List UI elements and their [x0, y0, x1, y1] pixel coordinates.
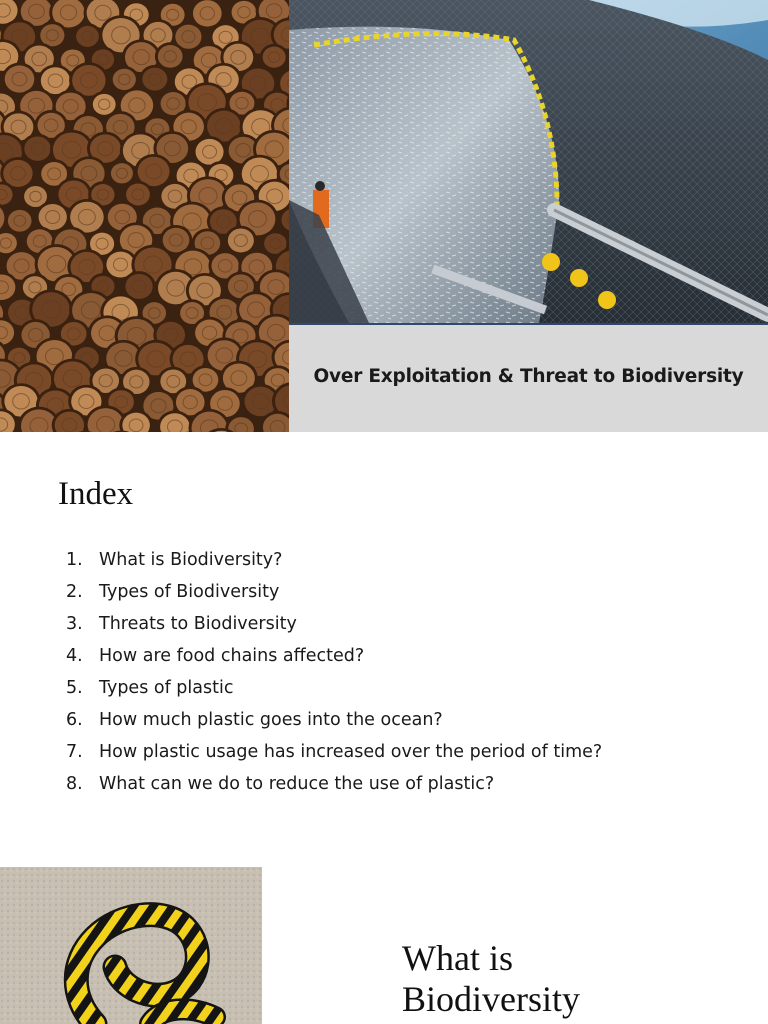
log-end-face: [3, 160, 32, 187]
list-item-number: 6.: [66, 710, 83, 730]
list-item: [66, 742, 602, 774]
list-item-number: 1.: [66, 550, 83, 570]
list-item: [66, 550, 602, 582]
list-item: [66, 582, 602, 614]
index-slide: [0, 432, 768, 864]
index-list: [66, 550, 602, 806]
banded-snake-photo: [0, 867, 262, 1024]
log-end-face: [163, 228, 190, 253]
list-item-text: What can we do to reduce the use of plastic?: [99, 774, 495, 794]
log-end-face: [125, 274, 152, 299]
log-end-face: [142, 68, 167, 91]
list-item-number: 5.: [66, 678, 83, 698]
biodiversity-heading-line2: Biodiversity: [402, 979, 580, 1019]
list-item: [66, 614, 602, 646]
title-bar: [289, 323, 768, 432]
list-item-text: Types of Biodiversity: [99, 582, 280, 602]
log-end-face: [5, 65, 35, 92]
list-item-text: Threats to Biodiversity: [99, 614, 297, 634]
log-end-face: [196, 139, 224, 165]
log-end-face: [24, 137, 50, 161]
list-item-number: 8.: [66, 774, 83, 794]
log-end-face: [126, 184, 150, 206]
list-item-number: 4.: [66, 646, 83, 666]
list-item-number: 3.: [66, 614, 83, 634]
fishing-net-photo: [289, 0, 768, 323]
list-item: [66, 678, 602, 710]
index-heading: Index: [58, 476, 134, 512]
log-end-face: [76, 26, 99, 47]
stacked-logs-photo: [0, 0, 289, 432]
log-end-face: [228, 228, 254, 252]
log-end-face: [263, 47, 286, 68]
log-end-face: [113, 69, 136, 90]
slide-title: Over Exploitation & Threat to Biodiversity: [313, 366, 744, 387]
fishing-net-image: [289, 0, 768, 323]
log-end-face: [193, 0, 222, 26]
log-end-face: [40, 24, 64, 46]
list-item-number: 2.: [66, 582, 83, 602]
biodiversity-heading-line1: What is: [402, 938, 513, 978]
list-item-text: What is Biodiversity?: [99, 550, 283, 570]
list-item-text: How are food chains affected?: [99, 646, 365, 666]
list-item-text: How much plastic goes into the ocean?: [99, 710, 443, 730]
log-end-face: [111, 163, 133, 183]
log-end-face: [39, 204, 67, 230]
list-item: [66, 710, 602, 742]
log-end-face: [8, 210, 32, 232]
banded-snake-image: [0, 867, 262, 1024]
list-item-text: Types of plastic: [99, 678, 234, 698]
list-item-text: How plastic usage has increased over the period of time?: [99, 742, 603, 762]
biodiversity-slide: [0, 864, 768, 1024]
log-end-face: [93, 94, 116, 115]
stacked-logs-image: [0, 0, 289, 432]
biodiversity-heading: [402, 938, 742, 1020]
log-end-face: [158, 45, 183, 68]
list-item-number: 7.: [66, 742, 83, 762]
title-slide: [0, 0, 768, 432]
list-item: [66, 646, 602, 678]
list-item: [66, 774, 602, 806]
log-end-face: [244, 387, 276, 417]
